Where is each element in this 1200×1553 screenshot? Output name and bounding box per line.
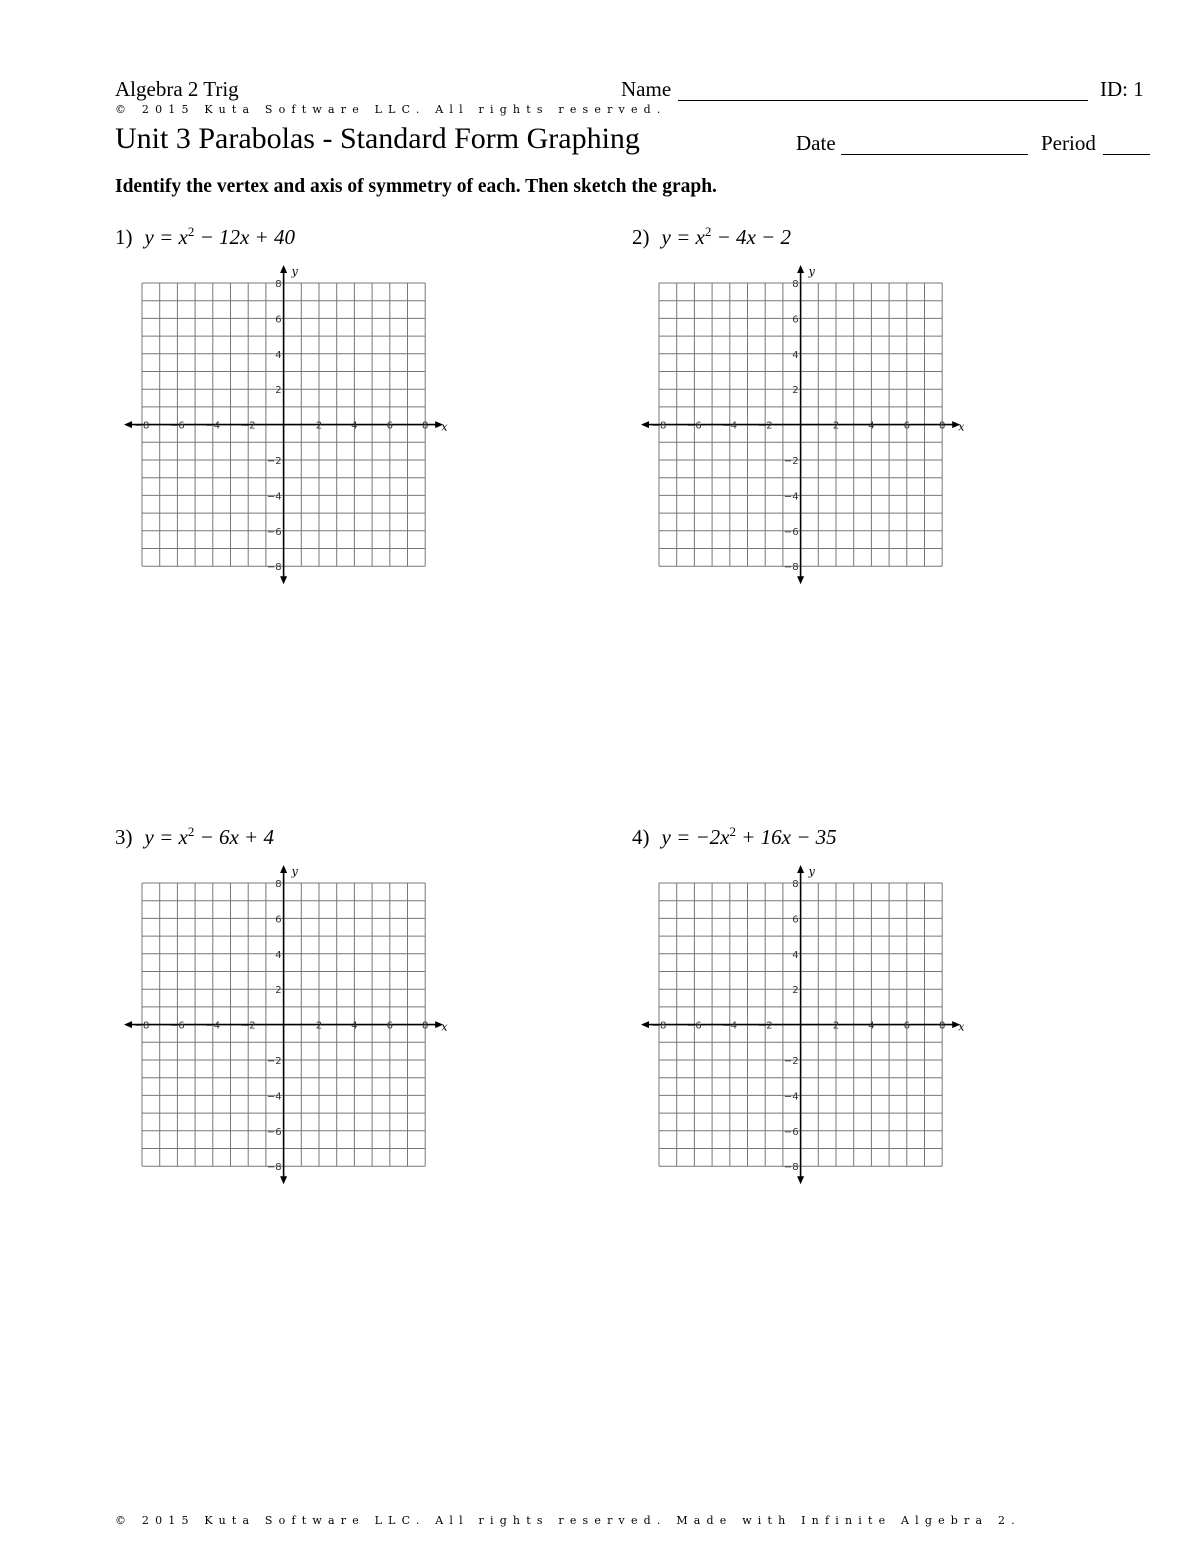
x-axis-left-arrow-icon bbox=[124, 1021, 132, 1028]
y-tick-label: −4 bbox=[783, 1091, 799, 1103]
x-tick-label: −2 bbox=[240, 420, 256, 432]
y-tick-label: −6 bbox=[783, 526, 799, 538]
coordinate-grid-4[interactable] bbox=[635, 862, 975, 1192]
y-tick-label: 6 bbox=[275, 914, 282, 926]
x-axis-left-arrow-icon bbox=[124, 421, 132, 428]
problem-number: 1) bbox=[115, 225, 133, 249]
x-tick-label: 6 bbox=[386, 420, 393, 432]
y-tick-label: −8 bbox=[266, 562, 282, 574]
x-tick-label: 2 bbox=[315, 420, 323, 432]
problem-4 bbox=[632, 824, 837, 850]
x-tick-label: −4 bbox=[205, 1020, 221, 1032]
y-axis-down-arrow-icon bbox=[797, 1176, 804, 1184]
y-tick-label: 4 bbox=[275, 949, 282, 961]
x-tick-label: 2 bbox=[832, 420, 840, 432]
x-tick-label: 6 bbox=[386, 1020, 393, 1032]
y-tick-label: −4 bbox=[266, 1091, 282, 1103]
y-axis-up-arrow-icon bbox=[280, 265, 287, 273]
x-axis-label: x bbox=[958, 420, 965, 434]
problem-3 bbox=[115, 824, 274, 850]
name-label: Name bbox=[621, 77, 672, 101]
y-tick-label: −2 bbox=[783, 456, 799, 467]
x-tick-label: 2 bbox=[315, 1020, 323, 1032]
x-tick-label: 4 bbox=[868, 420, 875, 432]
y-tick-label: 8 bbox=[275, 879, 282, 890]
problem-number: 3) bbox=[115, 825, 133, 849]
x-tick-label: 8 bbox=[422, 1020, 429, 1032]
y-axis-up-arrow-icon bbox=[797, 865, 804, 873]
problem-equation: $y = x^2 - 12x + 40$ bbox=[144, 224, 295, 249]
x-tick-label: −6 bbox=[170, 1020, 185, 1032]
problem-equation: $y = x^2 - 4x - 2$ bbox=[661, 224, 791, 249]
x-axis-left-arrow-icon bbox=[641, 421, 649, 428]
name-field-line[interactable] bbox=[678, 100, 1088, 101]
x-tick-label: −2 bbox=[757, 1020, 773, 1032]
x-tick-label: −2 bbox=[757, 420, 773, 432]
y-tick-label: 8 bbox=[792, 879, 799, 890]
worksheet-title: Unit 3 Parabolas - Standard Form Graphing bbox=[115, 122, 640, 155]
date-label: Date bbox=[796, 131, 836, 155]
y-tick-label: −8 bbox=[783, 562, 799, 574]
x-axis-label: x bbox=[958, 1020, 965, 1034]
y-tick-label: 4 bbox=[792, 949, 799, 961]
problem-equation: $y = -2x^2 + 16x - 35$ bbox=[661, 824, 837, 849]
problem-1 bbox=[115, 224, 295, 250]
copyright-header: © 2015 Kuta Software LLC. All rights reserved. bbox=[115, 103, 667, 116]
problem-equation: $y = x^2 - 6x + 4$ bbox=[144, 824, 274, 849]
y-tick-label: −6 bbox=[783, 1126, 799, 1138]
y-tick-label: −6 bbox=[266, 526, 282, 538]
y-axis-label: y bbox=[291, 265, 298, 278]
course-name: Algebra 2 Trig bbox=[115, 77, 239, 101]
x-tick-label: 8 bbox=[422, 420, 429, 432]
y-tick-label: 2 bbox=[792, 985, 799, 997]
worksheet-id: ID: 1 bbox=[1100, 77, 1144, 101]
x-tick-label: 4 bbox=[351, 420, 358, 432]
problem-2 bbox=[632, 224, 791, 250]
x-tick-label: −2 bbox=[240, 1020, 256, 1032]
x-tick-label: 6 bbox=[903, 420, 910, 432]
x-tick-label: −6 bbox=[687, 1020, 702, 1032]
y-tick-label: −2 bbox=[266, 456, 282, 467]
y-tick-label: −4 bbox=[266, 491, 282, 503]
y-axis-label: y bbox=[291, 865, 298, 878]
problem-number: 2) bbox=[632, 225, 650, 249]
x-axis-left-arrow-icon bbox=[641, 1021, 649, 1028]
instructions: Identify the vertex and axis of symmetry of each. Then sketch the graph. bbox=[115, 176, 717, 197]
x-tick-label: 8 bbox=[939, 420, 946, 432]
coordinate-grid-3[interactable] bbox=[118, 862, 458, 1192]
y-tick-label: −2 bbox=[783, 1056, 799, 1067]
x-tick-label: −6 bbox=[687, 420, 702, 432]
footer-copyright: © 2015 Kuta Software LLC. All rights reserved. Made with Infinite Algebra 2. bbox=[115, 1514, 1021, 1527]
x-tick-label: −6 bbox=[170, 420, 185, 432]
x-tick-label: −8 bbox=[134, 420, 150, 432]
y-axis-down-arrow-icon bbox=[280, 576, 287, 584]
period-field-line[interactable] bbox=[1103, 154, 1150, 155]
x-tick-label: 4 bbox=[351, 1020, 358, 1032]
y-tick-label: 8 bbox=[275, 279, 282, 290]
y-tick-label: 4 bbox=[275, 349, 282, 361]
period-label: Period bbox=[1041, 131, 1096, 155]
y-tick-label: −4 bbox=[783, 491, 799, 503]
x-tick-label: −8 bbox=[651, 1020, 667, 1032]
y-tick-label: −2 bbox=[266, 1056, 282, 1067]
y-tick-label: 6 bbox=[792, 914, 799, 926]
y-tick-label: −8 bbox=[783, 1162, 799, 1174]
y-axis-down-arrow-icon bbox=[280, 1176, 287, 1184]
y-tick-label: −8 bbox=[266, 1162, 282, 1174]
x-tick-label: 8 bbox=[939, 1020, 946, 1032]
x-tick-label: 2 bbox=[832, 1020, 840, 1032]
y-tick-label: 2 bbox=[792, 385, 799, 397]
y-tick-label: 6 bbox=[792, 314, 799, 326]
x-tick-label: −4 bbox=[205, 420, 221, 432]
y-axis-down-arrow-icon bbox=[797, 576, 804, 584]
x-axis-label: x bbox=[441, 1020, 448, 1034]
coordinate-grid-2[interactable] bbox=[635, 262, 975, 592]
problem-number: 4) bbox=[632, 825, 650, 849]
x-tick-label: 4 bbox=[868, 1020, 875, 1032]
x-tick-label: −8 bbox=[651, 420, 667, 432]
y-tick-label: 6 bbox=[275, 314, 282, 326]
x-tick-label: −8 bbox=[134, 1020, 150, 1032]
y-tick-label: −6 bbox=[266, 1126, 282, 1138]
x-tick-label: −4 bbox=[722, 420, 738, 432]
y-tick-label: 4 bbox=[792, 349, 799, 361]
y-tick-label: 2 bbox=[275, 985, 282, 997]
y-tick-label: 8 bbox=[792, 279, 799, 290]
y-axis-label: y bbox=[808, 265, 815, 278]
y-axis-up-arrow-icon bbox=[797, 265, 804, 273]
date-field-line[interactable] bbox=[841, 154, 1028, 155]
x-tick-label: 6 bbox=[903, 1020, 910, 1032]
x-axis-label: x bbox=[441, 420, 448, 434]
x-tick-label: −4 bbox=[722, 1020, 738, 1032]
coordinate-grid-1[interactable] bbox=[118, 262, 458, 592]
y-axis-up-arrow-icon bbox=[280, 865, 287, 873]
y-axis-label: y bbox=[808, 865, 815, 878]
y-tick-label: 2 bbox=[275, 385, 282, 397]
